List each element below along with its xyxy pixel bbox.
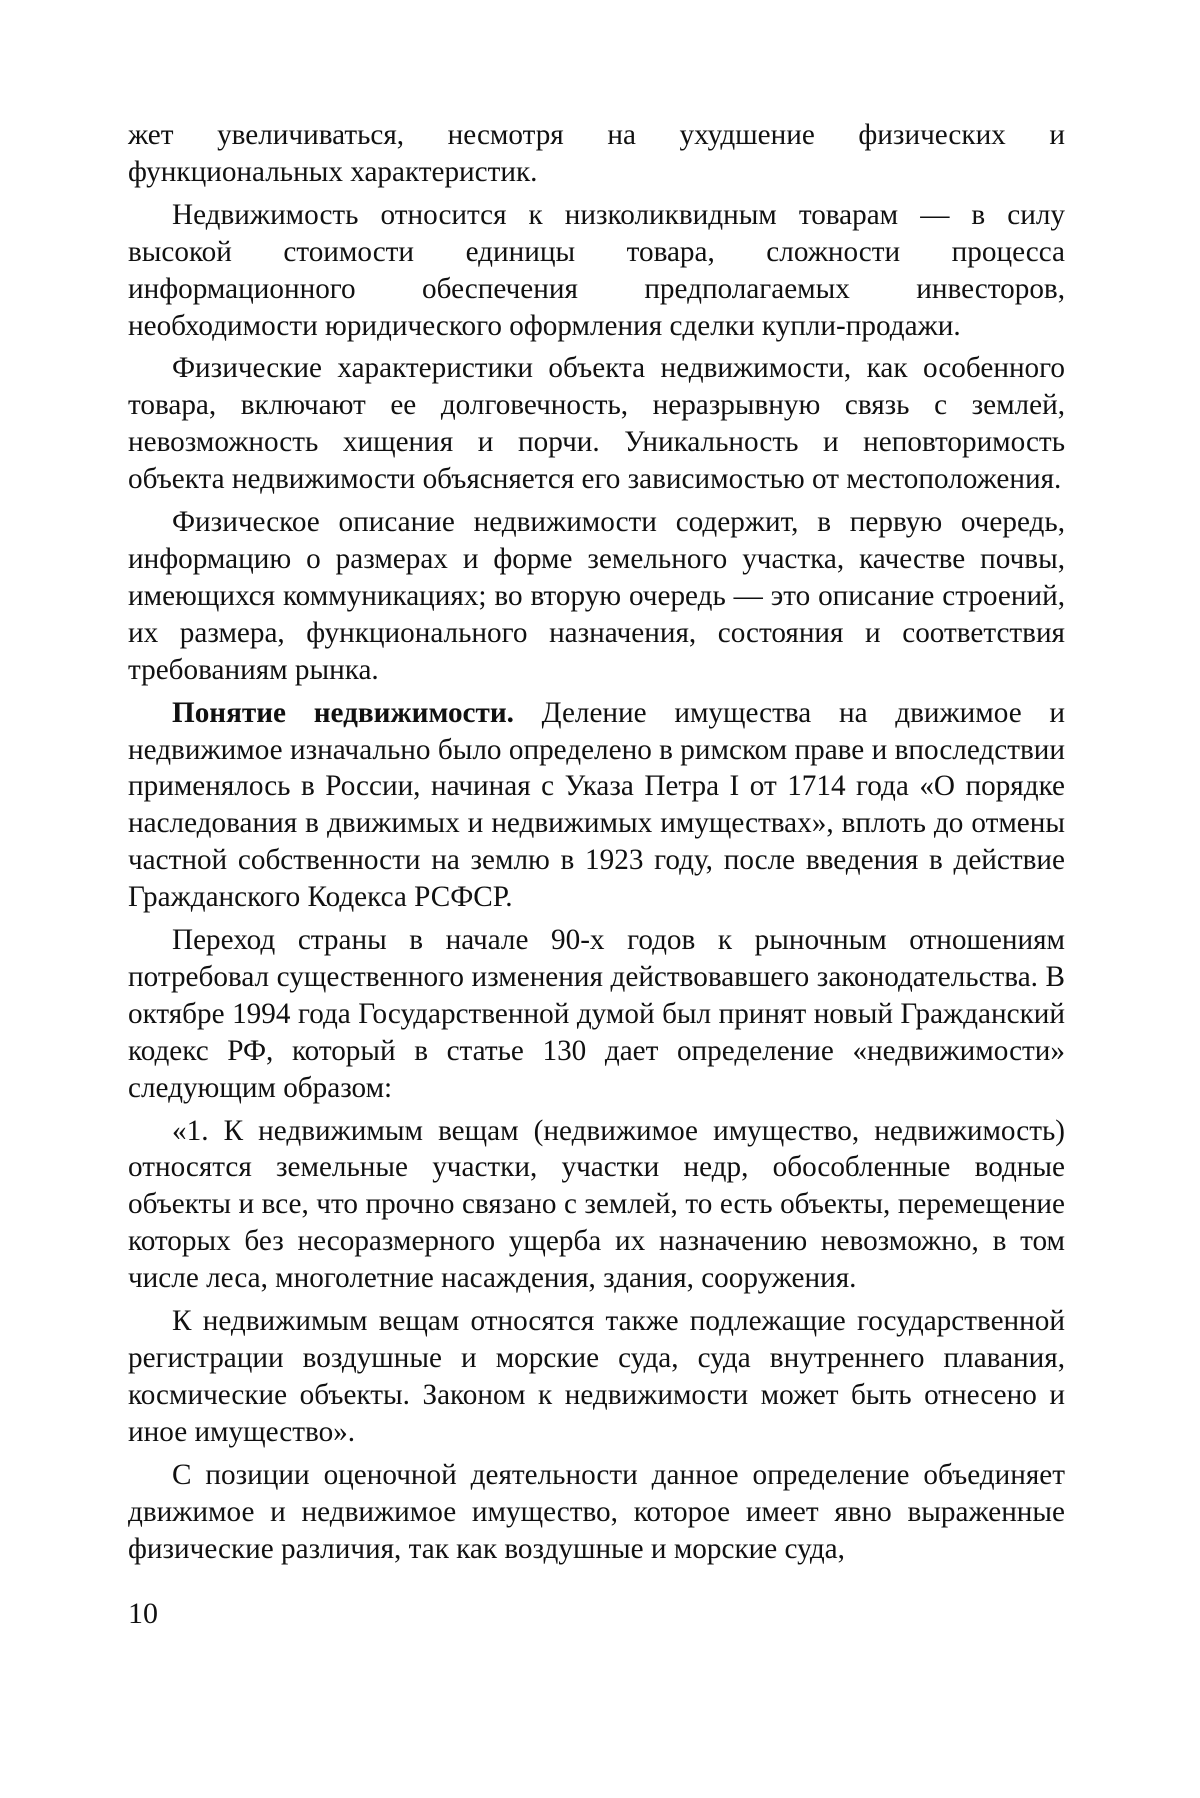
body-text [128, 117, 1065, 1567]
paragraph: С позиции оценочной деятельности данное определение объединяет движимое и недвижимое имущество, которое имеет явно выраженные физические различия, так как воздушные и морские суда, [128, 1458, 1065, 1565]
paragraph-body: Деление имущества на движимое и недвижимое изначально было определено в римском праве и впоследствии применялось в России, начиная с Указа Петра I от 1714 года «О порядке наследования в движимых и недвижимых имуществах», вплоть до отмены частной собственности на землю в 1923 году, после введения в действие Гражданского Кодекса РСФСР. [128, 696, 1065, 914]
paragraph-bold-lead: Понятие недвижимости. [172, 696, 514, 729]
quote-paragraph: «1. К недвижимым вещам (недвижимое имущество, недвижимость) относятся земельные участки, участки недр, обособленные водные объекты и все, что прочно связано с землей, то есть объекты, перемещение которых без несоразмерного ущерба их назначению невозможно, в том числе леса, многолетние насаждения, здания, сооружения. [128, 1114, 1065, 1295]
paragraph: Физические характеристики объекта недвижимости, как особенного товара, включают ее долговечность, неразрывную связь с землей, невозможность хищения и порчи. Уникальность и неповторимость объекта недвижимости объясняется его зависимостью от местоположения. [128, 352, 1065, 496]
quote-paragraph: К недвижимым вещам относятся также подлежащие государственной регистрации воздушные и морские суда, суда внутреннего плавания, космические объекты. Законом к недвижимости может быть отнесено и иное имущество». [128, 1305, 1065, 1448]
paragraph: Переход страны в начале 90-х годов к рыночным отношениям потребовал существенного изменения действовавшего законодательства. В октябре 1994 года Государственной думой был принят новый Гражданский кодекс РФ, который в статье 130 дает определение «недвижимости» следующим образом: [128, 924, 1065, 1104]
paragraph-with-lead [128, 695, 1065, 916]
paragraph: Физическое описание недвижимости содержит, в первую очередь, информацию о размерах и форме земельного участка, качестве почвы, имеющихся коммуникациях; во вторую очередь — это описание строений, их размера, функционального назначения, состояния и соответствия требованиям рынка. [128, 506, 1065, 686]
paragraph: Недвижимость относится к низколиквидным товарам — в силу высокой стоимости единицы товара, сложности процесса информационного обеспечения предполагаемых инвесторов, необходимости юридического оформления сделки купли-продажи. [128, 198, 1065, 342]
page-number: 10 [128, 1597, 158, 1630]
paragraph: жет увеличиваться, несмотря на ухудшение физических и функциональных характеристик. [128, 119, 1065, 188]
